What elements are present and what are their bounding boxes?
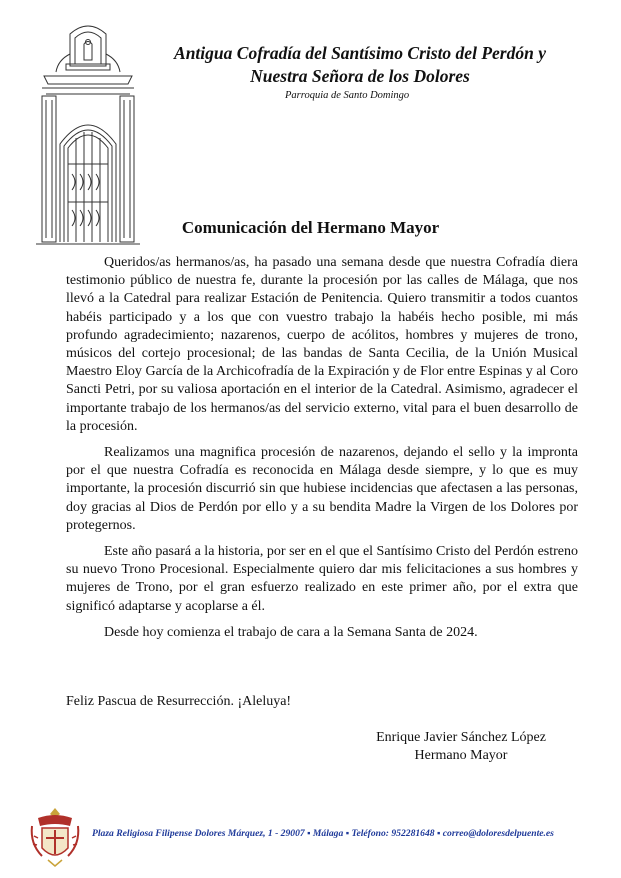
footer-city: Málaga [312,828,344,839]
title-line-1: Antigua Cofradía del Santísimo Cristo del Perdón y [174,43,546,63]
signer-title: Hermano Mayor [414,748,508,763]
footer-contact [92,828,554,839]
paragraph-1: Queridos/as hermanos/as, ha pasado una semana desde que nuestra Cofradía diera testimonio público de nuestra fe, durante la procesión por las calles de Málaga, que nos llevó a la Catedral para realizar Estación de Penitencia. Quiero transmitir a todos cuantos habéis participado y a los que con vuestro trabajo la habéis hecho posible, mi más profundo agradecimiento; nazarenos, cuerpo de acólitos, hombres y mujeres de trono, músicos del cortejo procesional; de las bandas de Santa Cecilia, de la Unión Musical Maestro Eloy García de la Archicofradía de la Expiración y de Flor entre Espinas y al Coro Sancti Petri, por su valiosa aportación en el interior de la Catedral. Asimismo, agradecer el importante trabajo de los hermanos/as del servicio externo, vital para el buen desarrollo de la procesión. [66,255,578,434]
crest-emblem [28,806,82,868]
footer-phone: Teléfono: 952281648 [351,828,435,839]
footer-separator: ▪ [307,828,311,839]
footer-separator: ▪ [345,828,350,839]
paragraph-2: Realizamos una magnifica procesión de nazarenos, dejando el sello y la impronta por el que nuestra Cofradía es reconocida en Málaga desde siempre, y lo que es muy importante, la procesión discurrió sin que hubiese incidencias que afectasen a las personas, doy gracias al Dios de Perdón por ello y a su bendita Madre la Virgen de los Dolores por protegernos. [66,445,578,533]
confraternity-title [150,42,570,88]
signer-name: Enrique Javier Sánchez López [376,730,546,745]
paragraph-3: Este año pasará a la historia, por ser en el que el Santísimo Cristo del Perdón estreno su nuevo Trono Procesional. Especialmente quiero dar mis felicitaciones a sus hombres y mujeres de Trono, por el gran esfuerzo realizado en este primer año, por el extra que significó adaptarse y acoplarse a él. [66,544,578,614]
letter-heading: Comunicación del Hermano Mayor [181,218,440,237]
letter-body [66,254,578,650]
title-line-2: Nuestra Señora de los Dolores [250,66,470,86]
chapel-illustration [28,14,148,248]
parish-subtitle: Parroquia de Santo Domingo [285,90,410,101]
closing-greeting: Feliz Pascua de Resurrección. ¡Aleluya! [66,694,292,709]
footer-email[interactable]: correo@doloresdelpuente.es [442,828,554,839]
footer-address: Plaza Religiosa Filipense Dolores Márquez, 1 - 29007 [92,828,305,839]
paragraph-4: Desde hoy comienza el trabajo de cara a la Semana Santa de 2024. [104,624,478,640]
footer-separator: ▪ [436,828,441,839]
